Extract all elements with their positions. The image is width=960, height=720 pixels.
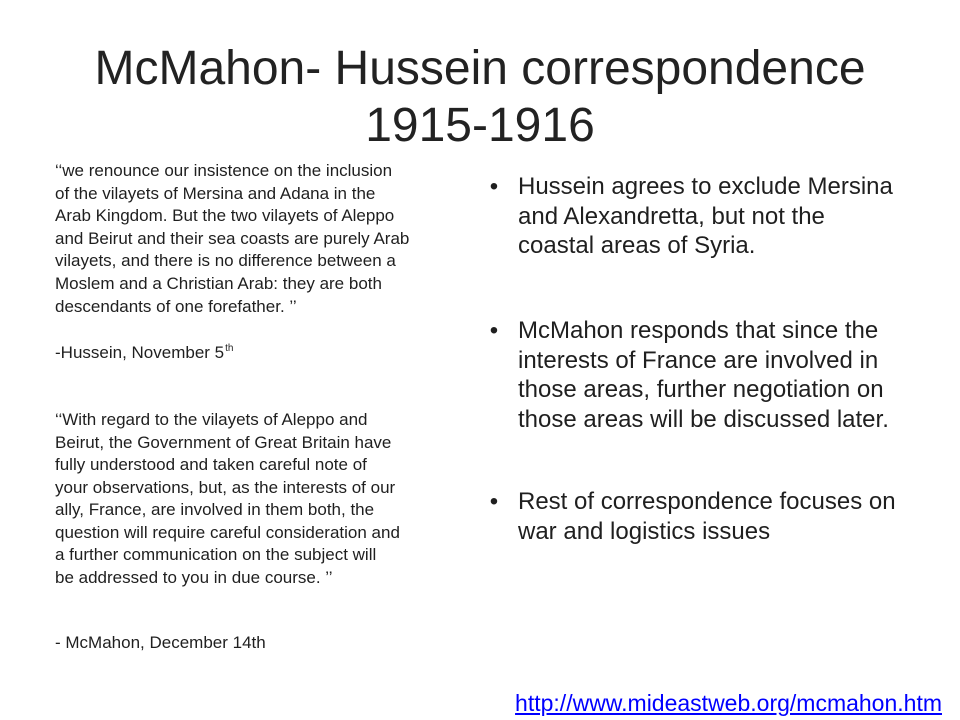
bullet-line: and Alexandretta, but not the bbox=[518, 202, 825, 230]
bullet-text bbox=[518, 487, 896, 546]
hussein-quote bbox=[55, 160, 409, 318]
bullet-line: Rest of correspondence focuses on bbox=[518, 488, 896, 515]
quote-line: vilayets, and there is no difference between a bbox=[55, 251, 396, 271]
bullet-line: those areas, further negotiation on bbox=[518, 376, 884, 403]
bullet-item bbox=[486, 316, 889, 434]
bullet-icon: • bbox=[489, 317, 499, 344]
bullet-line: coastal areas of Syria. bbox=[518, 232, 756, 259]
bullet-item bbox=[486, 172, 893, 261]
slide-title bbox=[0, 40, 960, 154]
quote-line: question will require careful consideration and bbox=[55, 522, 400, 542]
bullet-text bbox=[518, 316, 889, 434]
bullet-line: McMahon responds that since the bbox=[518, 317, 879, 344]
quote-line: and Beirut and their sea coasts are purely Arab bbox=[55, 228, 410, 248]
mcmahon-quote bbox=[55, 409, 400, 589]
bullet-icon: • bbox=[489, 173, 499, 200]
quote-line: be addressed to you in due course. ’’ bbox=[55, 567, 333, 587]
attribution-text: -Hussein, November 5 bbox=[55, 343, 225, 362]
bullet-line: interests of France are involved in bbox=[518, 346, 879, 374]
bullet-line: Hussein agrees to exclude Mersina bbox=[518, 173, 893, 200]
quote-line: ‘‘we renounce our insistence on the inclusion bbox=[55, 161, 393, 180]
mcmahon-attribution bbox=[55, 632, 266, 655]
quote-line: Arab Kingdom. But the two vilayets of Aleppo bbox=[55, 206, 395, 226]
quote-line: ally, France, are involved in them both, the bbox=[55, 500, 375, 519]
quote-line: your observations, but, as the interests of our bbox=[55, 477, 396, 497]
quote-line: Moslem and a Christian Arab: they are both bbox=[55, 273, 382, 293]
quote-line: Beirut, the Government of Great Britain have bbox=[55, 432, 392, 452]
hussein-attribution bbox=[55, 342, 233, 368]
quote-line: fully understood and taken careful note of bbox=[55, 455, 367, 474]
attribution-text: - McMahon, December 14th bbox=[55, 633, 266, 652]
slide-title-line: 1915-1916 bbox=[365, 99, 595, 152]
bullet-icon: • bbox=[489, 488, 499, 515]
slide-title-line: McMahon- Hussein correspondence bbox=[94, 42, 866, 95]
bullet-line: those areas will be discussed later. bbox=[518, 405, 889, 433]
attribution-superscript: th bbox=[225, 343, 234, 354]
bullet-item bbox=[486, 487, 896, 546]
quote-line: of the vilayets of Mersina and Adana in the bbox=[55, 183, 376, 203]
source-link[interactable]: http://www.mideastweb.org/mcmahon.htm bbox=[515, 690, 942, 716]
bullet-line: war and logistics issues bbox=[518, 517, 771, 545]
quote-line: a further communication on the subject will bbox=[55, 545, 377, 564]
quote-line: ‘‘With regard to the vilayets of Aleppo and bbox=[55, 410, 368, 429]
quote-line: descendants of one forefather. ’’ bbox=[55, 296, 297, 316]
bullet-text bbox=[518, 172, 893, 261]
